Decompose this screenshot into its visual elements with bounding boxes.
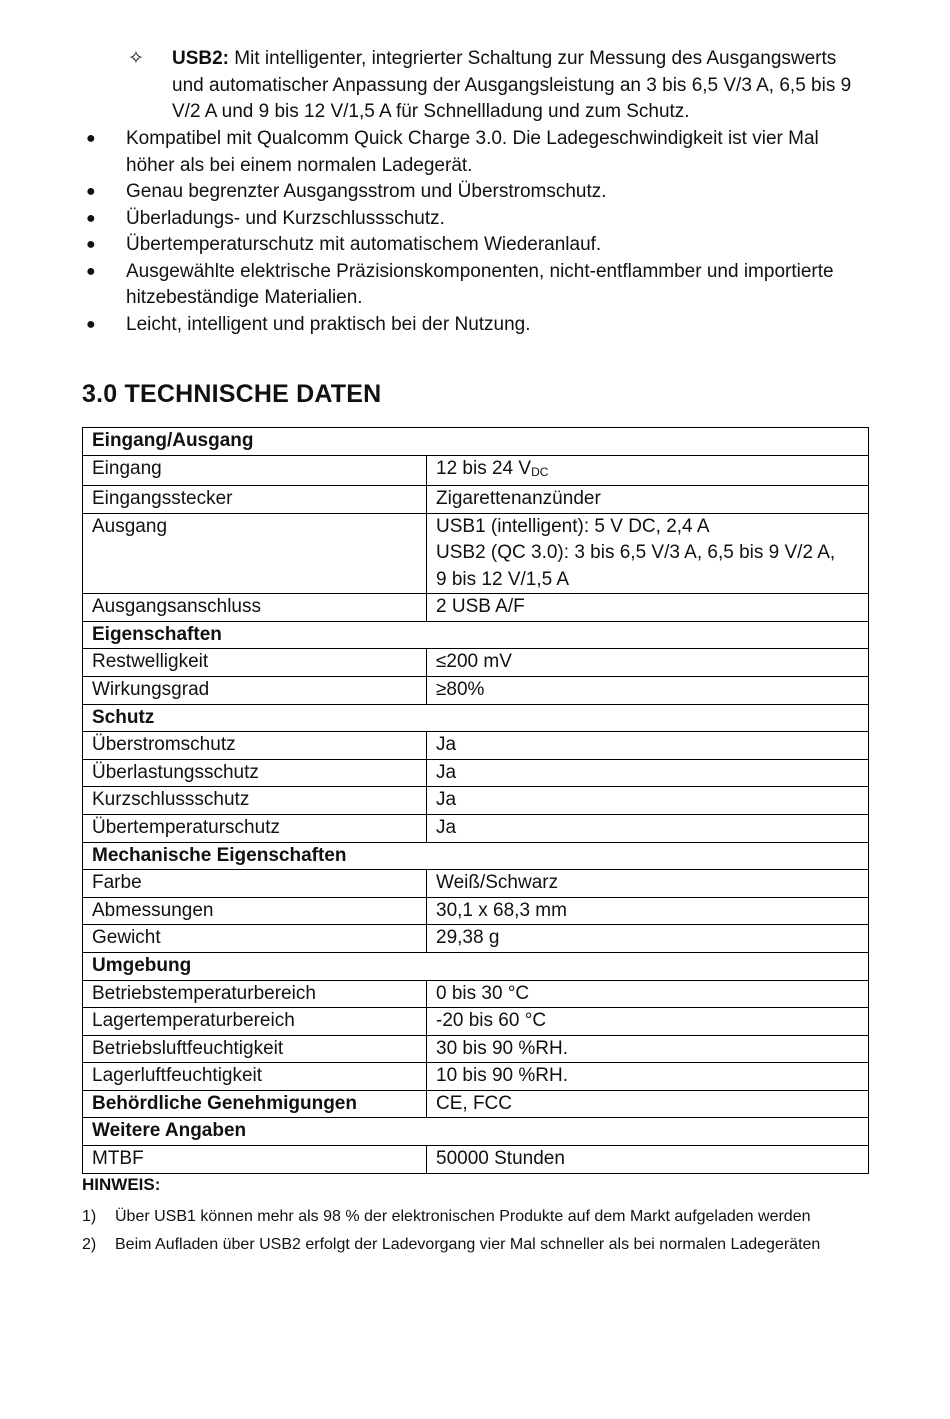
table-row: [83, 980, 869, 1008]
table-row: [83, 455, 869, 486]
table-row: [83, 1063, 869, 1091]
spec-key: Abmessungen: [83, 897, 427, 925]
table-row: [83, 513, 869, 594]
note-number: 1): [82, 1208, 97, 1225]
diamond-outline-icon: ✧: [128, 48, 144, 69]
table-section-row: [83, 952, 869, 980]
spec-key: Ausgang: [83, 513, 427, 594]
table-row: [83, 1090, 869, 1118]
table-row: [83, 732, 869, 760]
spec-key: Eingang: [83, 455, 427, 486]
table-row: [83, 649, 869, 677]
note-text: Über USB1 können mehr als 98 % der elektronischen Produkte auf dem Markt aufgeladen werden: [115, 1208, 811, 1225]
spec-value: Weiß/Schwarz: [427, 870, 869, 898]
spec-value: 30 bis 90 %RH.: [427, 1035, 869, 1063]
table-row: [83, 925, 869, 953]
spec-key: Wirkungsgrad: [83, 676, 427, 704]
bullet-icon: ●: [86, 315, 96, 333]
spec-key: Überlastungsschutz: [83, 759, 427, 787]
table-row: [83, 1008, 869, 1036]
spec-value: [427, 455, 869, 486]
spec-key: Betriebstemperaturbereich: [83, 980, 427, 1008]
bullet-icon: ●: [86, 183, 96, 200]
spec-value: 30,1 x 68,3 mm: [427, 897, 869, 925]
spec-value-line: 9 bis 12 V/1,5 A: [436, 568, 570, 590]
spec-value: -20 bis 60 °C: [427, 1008, 869, 1036]
spec-value: Ja: [427, 787, 869, 815]
table-row: [83, 594, 869, 622]
spec-value-text: 12 bis 24 V: [436, 457, 532, 479]
list-item: [82, 312, 872, 339]
table-section-row: [83, 621, 869, 649]
list-item: [82, 126, 872, 179]
spec-value: Zigarettenanzünder: [427, 486, 869, 514]
spec-key: Ausgangsanschluss: [83, 594, 427, 622]
spec-key: Überstromschutz: [83, 732, 427, 760]
spec-key: Lagerluftfeuchtigkeit: [83, 1063, 427, 1091]
section-label: Eingang/Ausgang: [83, 428, 869, 456]
spec-value: [427, 513, 869, 594]
table-section-row: [83, 428, 869, 456]
table-section-row: [83, 842, 869, 870]
spec-key: MTBF: [83, 1146, 427, 1174]
list-item-text: Leicht, intelligent und praktisch bei der Nutzung.: [126, 313, 531, 335]
note-list: [82, 1204, 869, 1259]
spec-value: Ja: [427, 732, 869, 760]
table-section-row: [83, 1118, 869, 1146]
spec-key: Eingangsstecker: [83, 486, 427, 514]
spec-value-subscript: DC: [531, 464, 549, 479]
usb2-feature-text: [172, 46, 873, 126]
section-label: Schutz: [83, 704, 869, 732]
list-item: [82, 259, 872, 312]
table-section-row: [83, 704, 869, 732]
bullet-icon: ●: [86, 209, 96, 227]
table-row: [83, 897, 869, 925]
table-row: [83, 1146, 869, 1174]
section-heading: 3.0 TECHNISCHE DATEN: [82, 380, 382, 408]
bullet-icon: ●: [86, 236, 96, 253]
spec-key: Gewicht: [83, 925, 427, 953]
spec-value: 50000 Stunden: [427, 1146, 869, 1174]
usb2-feature-item: [128, 46, 873, 126]
list-item-text: Genau begrenzter Ausgangsstrom und Überstromschutz.: [126, 181, 607, 202]
list-item-text: Ausgewählte elektrische Präzisionskomponenten, nicht-entflammber und importierte hitzebeständige Materialien.: [126, 260, 834, 308]
list-item-text: Kompatibel mit Qualcomm Quick Charge 3.0. Die Ladegeschwindigkeit ist vier Mal höher als bei einem normalen Ladegerät.: [126, 128, 819, 176]
section-label: Eigenschaften: [83, 621, 869, 649]
spec-value-line: USB2 (QC 3.0): 3 bis 6,5 V/3 A, 6,5 bis 9 V/2 A,: [436, 542, 836, 564]
table-row: [83, 870, 869, 898]
list-item: [82, 232, 872, 259]
spec-value: 0 bis 30 °C: [427, 980, 869, 1008]
spec-value: CE, FCC: [427, 1090, 869, 1118]
note-text: Beim Aufladen über USB2 erfolgt der Ladevorgang vier Mal schneller als bei normalen Ladegeräten: [115, 1235, 821, 1253]
spec-key: Kurzschlussschutz: [83, 787, 427, 815]
spec-value: 29,38 g: [427, 925, 869, 953]
table-row: [83, 787, 869, 815]
table-row: [83, 1035, 869, 1063]
list-item: [82, 1204, 869, 1231]
spec-value: Ja: [427, 814, 869, 842]
list-item-text: Überladungs- und Kurzschlussschutz.: [126, 207, 445, 229]
table-row: [83, 814, 869, 842]
spec-table: [82, 427, 869, 1174]
spec-value: 2 USB A/F: [427, 594, 869, 622]
spec-value: 10 bis 90 %RH.: [427, 1063, 869, 1091]
spec-key: Restwelligkeit: [83, 649, 427, 677]
note-number: 2): [82, 1235, 97, 1253]
spec-value: ≥80%: [427, 676, 869, 704]
list-item: [82, 1232, 869, 1259]
spec-value: Ja: [427, 759, 869, 787]
spec-key: Lagertemperaturbereich: [83, 1008, 427, 1036]
section-label: Umgebung: [83, 952, 869, 980]
spec-key: Betriebsluftfeuchtigkeit: [83, 1035, 427, 1063]
section-label: Mechanische Eigenschaften: [83, 842, 869, 870]
spec-key: Übertemperaturschutz: [83, 814, 427, 842]
table-row: [83, 759, 869, 787]
table-row: [83, 676, 869, 704]
bullet-icon: ●: [86, 262, 96, 280]
spec-value: ≤200 mV: [427, 649, 869, 677]
feature-list: [82, 126, 872, 338]
spec-key: Farbe: [83, 870, 427, 898]
spec-value-line: USB1 (intelligent): 5 V DC, 2,4 A: [436, 515, 710, 537]
usb2-feature-body: Mit intelligenter, integrierter Schaltung zur Messung des Ausgangswerts und automatischer Anpassung der Ausgangsleistung an 3 bis 6,5 V/3 A, 6,5 bis 9 V/2 A und 9 bis 12 V/1,5 A für Schnellladung und zum Schutz.: [172, 48, 852, 122]
list-item: [82, 206, 872, 233]
section-label: Weitere Angaben: [83, 1118, 869, 1146]
spec-key: Behördliche Genehmigungen: [83, 1090, 427, 1118]
list-item: [82, 179, 872, 206]
list-item-text: Übertemperaturschutz mit automatischem Wiederanlauf.: [126, 234, 602, 255]
note-title: HINWEIS:: [82, 1175, 161, 1194]
bullet-icon: ●: [86, 130, 96, 147]
table-row: [83, 486, 869, 514]
usb2-feature-lead: USB2:: [172, 48, 230, 69]
